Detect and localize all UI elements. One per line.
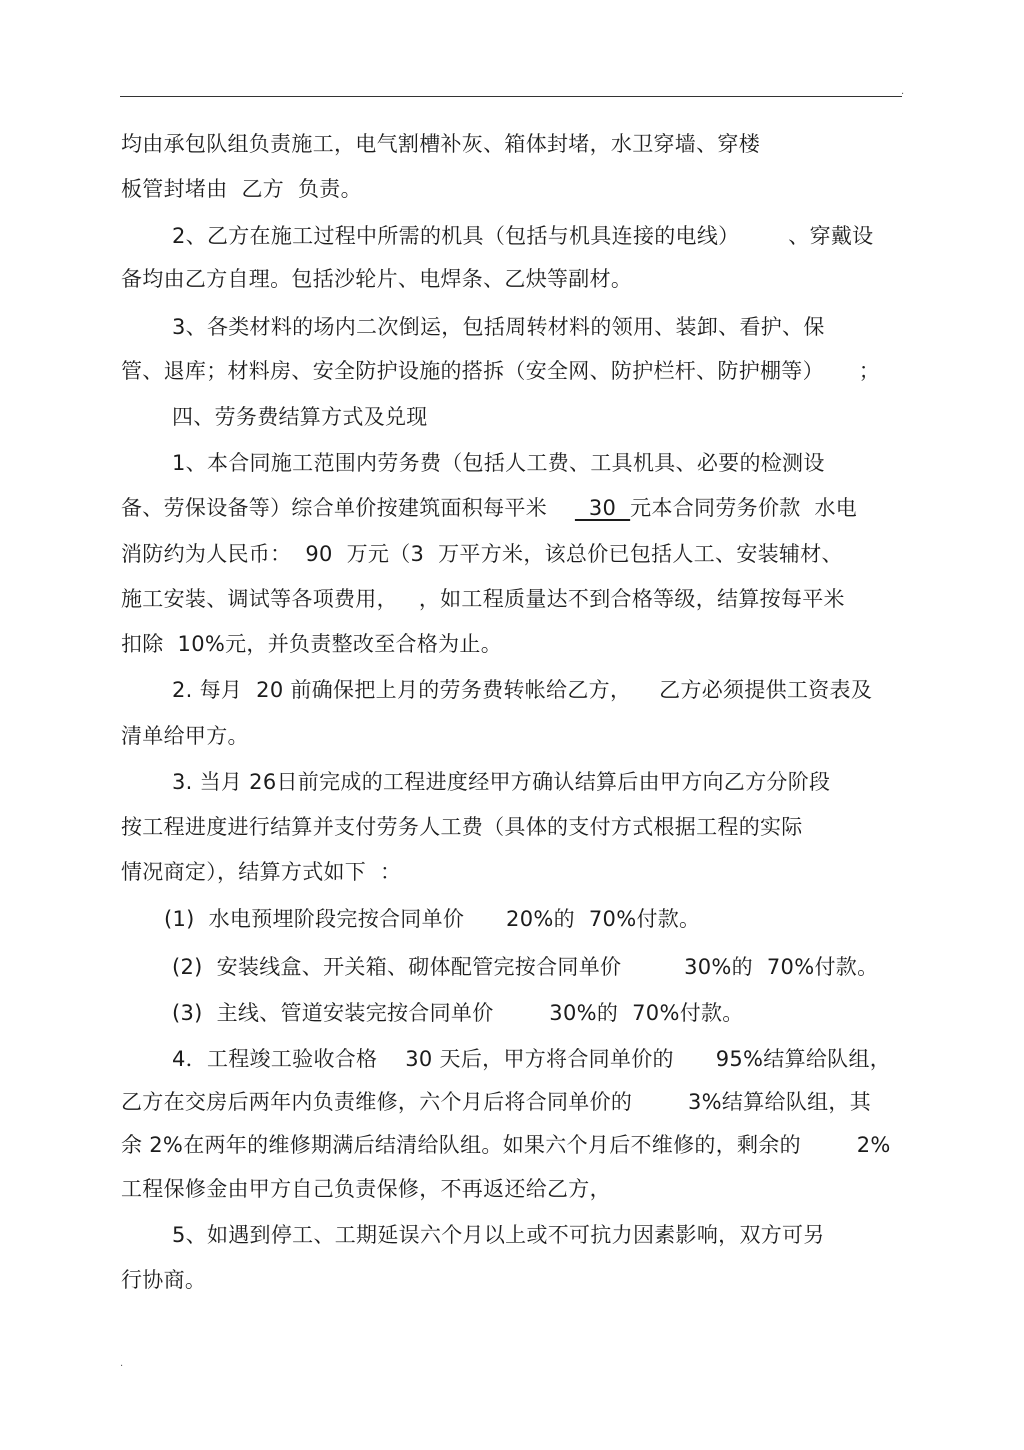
list-item: (2) 安装线盒、开关箱、砌体配管完按合同单价 30%的 70%付款。 xyxy=(172,955,879,979)
body-line: 备、劳保设备等）综合单价按建筑面积每平米 30 元本合同劳务价款 水电 xyxy=(121,496,858,520)
body-line: 情况商定），结算方式如下 ： xyxy=(121,860,402,884)
body-line: 施工安装、调试等各项费用， ，如工程质量达不到合格等级，结算按每平米 xyxy=(121,587,845,611)
body-line: 3、各类材料的场内二次倒运，包括周转材料的领用、装卸、看护、保 xyxy=(172,315,825,339)
body-line: 1、本合同施工范围内劳务费（包括人工费、工具机具、必要的检测设 xyxy=(172,451,825,475)
body-line: 清单给甲方。 xyxy=(121,724,249,748)
body-line: 5、如遇到停工、工期延误六个月以上或不可抗力因素影响，双方可另 xyxy=(172,1223,825,1247)
body-line: 2. 每月 20 前确保把上月的劳务费转帐给乙方， 乙方必须提供工资表及 xyxy=(172,678,873,702)
body-line: 板管封堵由 乙方 负责。 xyxy=(121,177,362,201)
body-line: 行协商。 xyxy=(121,1268,207,1292)
body-line: 扣除 10%元，并负责整改至合格为止。 xyxy=(121,632,503,656)
body-line: 消防约为人民币： 90 万元（3 万平方米，该总价已包括人工、安装辅材、 xyxy=(121,542,843,566)
body-line: 备均由乙方自理。包括沙轮片、电焊条、乙炔等副材。 xyxy=(121,267,633,291)
body-line: 3. 当月 26日前完成的工程进度经甲方确认结算后由甲方向乙方分阶段 xyxy=(172,770,831,794)
unit-price-value: 30 xyxy=(574,496,631,520)
body-line: 工程保修金由甲方自己负责保修，不再返还给乙方， xyxy=(121,1177,611,1201)
body-line: 乙方在交房后两年内负责维修，六个月后将合同单价的 3%结算给队组，其 xyxy=(121,1090,872,1114)
list-item: (3) 主线、管道安装完按合同单价 30%的 70%付款。 xyxy=(172,1001,744,1025)
body-line: 余 2%在两年的维修期满后结清给队组。如果六个月后不维修的，剩余的 2% xyxy=(121,1133,891,1157)
section-heading: 四、劳务费结算方式及兑现 xyxy=(172,405,428,429)
body-line: 管、退库；材料房、安全防护设施的搭拆（安全网、防护栏杆、防护棚等） ； xyxy=(121,359,881,383)
list-item: (1) 水电预埋阶段完按合同单价 20%的 70%付款。 xyxy=(164,907,701,931)
header-corner-mark: . xyxy=(901,86,905,97)
footer-corner-mark: . xyxy=(120,1358,124,1369)
body-line: 均由承包队组负责施工，电气割槽补灰、箱体封堵，水卫穿墙、穿楼 xyxy=(121,132,760,156)
body-line: 2、乙方在施工过程中所需的机具（包括与机具连接的电线） 、穿戴设 xyxy=(172,224,874,248)
body-line: 4．工程竣工验收合格 30 天后，甲方将合同单价的 95%结算给队组， xyxy=(172,1047,892,1071)
header-rule xyxy=(120,96,902,97)
body-line: 按工程进度进行结算并支付劳务人工费（具体的支付方式根据工程的实际 xyxy=(121,815,803,839)
